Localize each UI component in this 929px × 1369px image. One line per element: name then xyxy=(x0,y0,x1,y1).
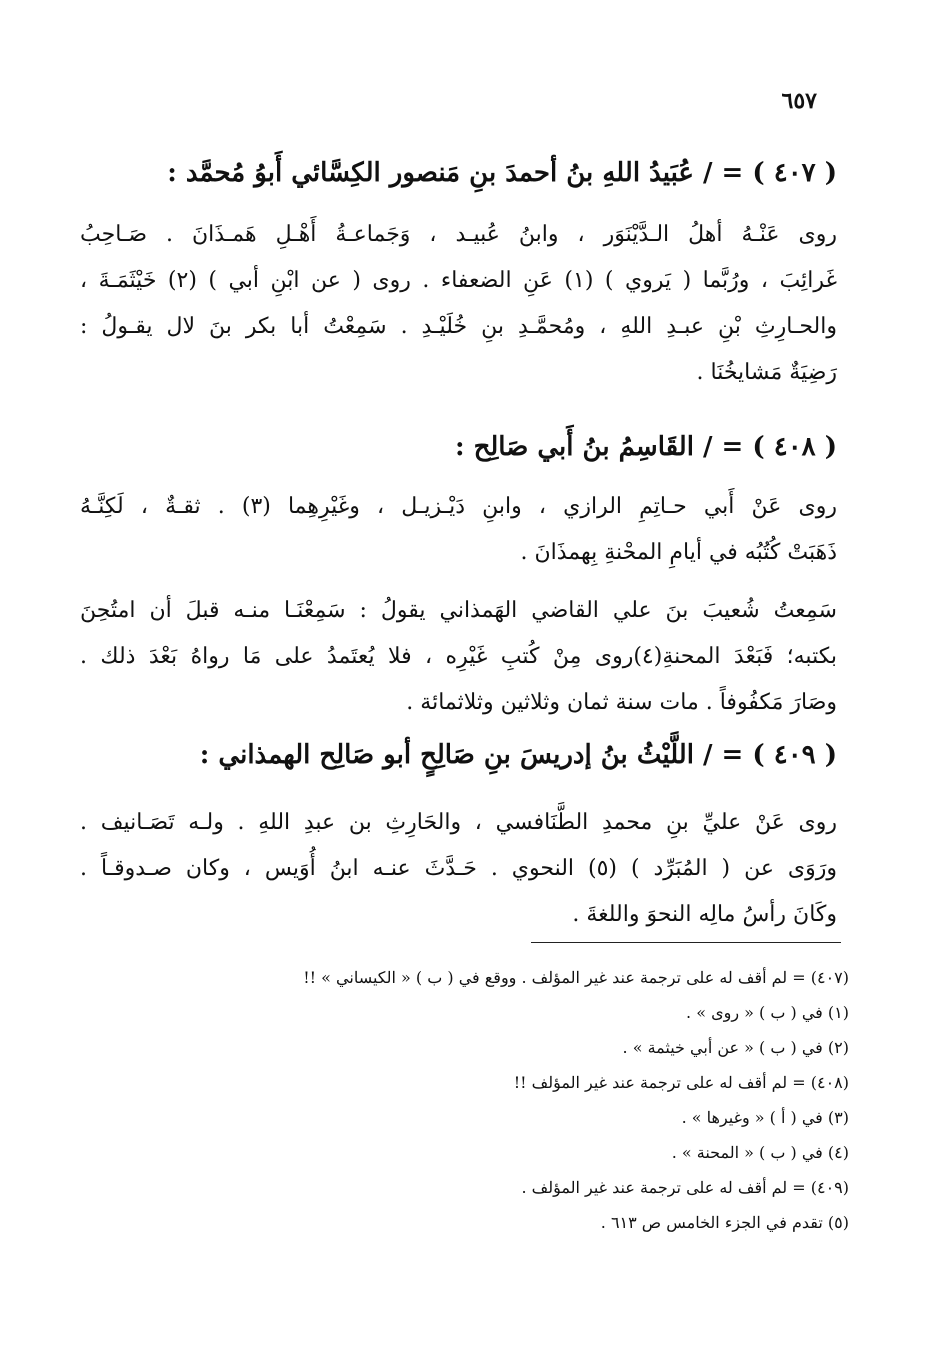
footnote: (٤) في ( ب ) « المحنة » . xyxy=(671,1143,849,1162)
entry-body-408-p1 xyxy=(80,484,837,576)
footnote: (٤٠٨) = لم أقف له على ترجمة عند غير المؤلف !! xyxy=(513,1073,849,1092)
entry-heading-409: ( ٤٠٩ ) = / اللَّيْثُ بنُ إدريسَ بنِ صَالِحٍ أبو صَالِح الهمذاني : xyxy=(199,740,837,770)
text-line: روى عَنْ أَبي حـاتِمِ الرازي ، وابنِ دَيْـزيـل ، وغَيْرِهِما (٣) . ثقـةٌ ، لَكِنَّـهُ xyxy=(80,494,837,519)
footnote: (٤٠٧) = لم أقف له على ترجمة عند غير المؤلف . ووقع في ( ب ) « الكيساني » !! xyxy=(303,968,849,987)
text-line: روى عَنْ عليِّ بنِ محمدِ الطَّنَافسي ، والحَارِثِ بن عبدِ اللهِ . ولـه تَصَـانيف . xyxy=(80,810,837,835)
text-line: ذَهَبَتْ كُتُبُه في أيامِ المحْنةِ بِهمذَانَ . xyxy=(520,540,837,565)
text-line: والحـارِثِ بْنِ عبـدِ اللهِ ، ومُحمَّـدِ بنِ خُلَيْـدِ . سَمِعْتُ أبا بكر بنَ لال يقـولُ : xyxy=(80,314,837,339)
text-line: سَمِعتُ شُعيبَ بنَ علي القاضي الهَمذاني يقولُ : سَمِعْنَـا منـه قبلَ أن امتُحِنَ xyxy=(80,598,837,623)
entry-heading-408: ( ٤٠٨ ) = / القَاسِمُ بنُ أَبي صَالِح : xyxy=(454,432,837,462)
text-line: ورَوَى عن ( المُبَرِّد ) (٥) النحوي . حَـدَّثَ عنـه ابنُ أُوَيس ، وكان صـدوقـاً . xyxy=(80,856,837,881)
text-line: وكَانَ رأسُ مالِه النحوَ واللغةَ . xyxy=(572,902,837,927)
entry-heading-407: ( ٤٠٧ ) = / عُبَيدُ اللهِ بنُ أحمدَ بنِ مَنصور الكِسَّائي أَبوُ مُحمَّد : xyxy=(167,158,837,188)
footnotes xyxy=(229,960,849,1240)
footnote: (٥) تقدم في الجزء الخامس ص ٦١٣ . xyxy=(600,1213,849,1232)
footnote: (٣) في ( أ ) « وغيرها » . xyxy=(681,1108,849,1127)
page-number: ٦٥٧ xyxy=(781,88,817,114)
entry-body-409 xyxy=(80,800,837,938)
footnote: (٢) في ( ب ) « عن أبي خيثمة » . xyxy=(622,1038,849,1057)
text-line: روى عَنْـهُ أهلُ الـدَّيْنَوَر ، وابنُ عُبيـد ، وَجَماعـةُ أَهْـلِ هَمـذَانَ . صَـاحِبُ xyxy=(80,222,837,247)
text-line: غَرائِبَ ، ورُبَّما ( يَروي ) (١) عَنِ الضعفاء . روى ( عن ابْنِ أبي ) (٢) خَيْثَمَـةَ ، xyxy=(80,268,837,293)
footnote: (١) في ( ب ) « روى » . xyxy=(686,1003,849,1022)
entry-body-407 xyxy=(80,212,837,396)
footnote: (٤٠٩) = لم أقف له على ترجمة عند غير المؤلف . xyxy=(521,1178,849,1197)
text-line: رَضِيَةٌ مَشايخُنَا . xyxy=(696,360,837,385)
text-line: وصَارَ مَكفُوفاً . مات سنة ثمان وثلاثين وثلاثمائة . xyxy=(406,690,837,715)
entry-body-408-p2 xyxy=(80,588,837,726)
footnote-divider xyxy=(531,942,841,943)
text-line: بكتبه؛ فَبَعْدَ المحنةِ(٤)روى مِنْ كُتبِ غَيْرِه ، فلا يُعتَمدُ على مَا رواهُ بَعْدَ ذلك . xyxy=(80,644,837,669)
